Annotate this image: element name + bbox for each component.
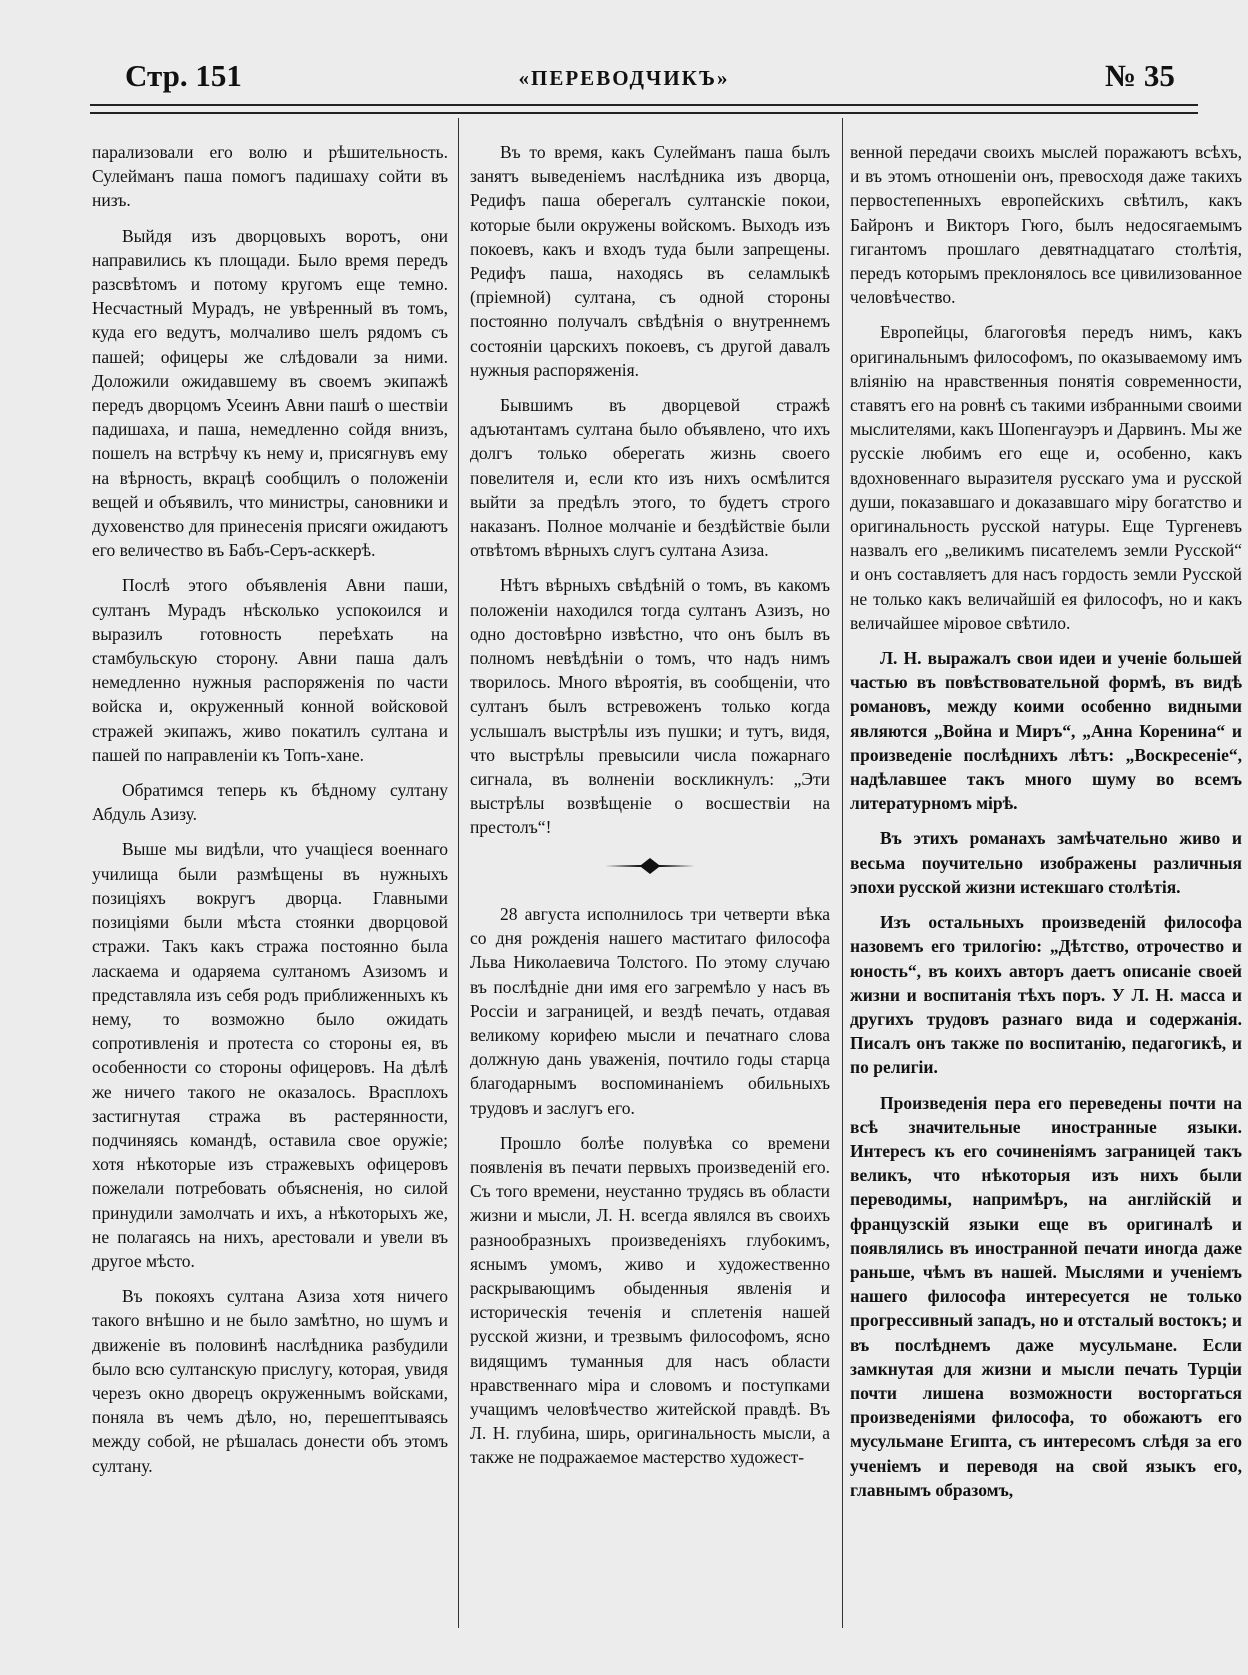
header-rule-top	[90, 104, 1198, 106]
newspaper-title: «ПЕРЕВОДЧИКЪ»	[518, 66, 730, 90]
paragraph: Въ этихъ романахъ замѣчательно живо и весьма поучительно изображены различныя эпохи русской жизни истекшаго столѣтія.	[850, 828, 1242, 897]
paragraph: Нѣтъ вѣрныхъ свѣдѣній о томъ, въ какомъ положеніи находился тогда султанъ Азизъ, но одно достовѣрно извѣстно, что онъ былъ въ полномъ невѣдѣніи о томъ, что надъ нимъ творилось. Много вѣроятія, въ сообщеніи, что султанъ былъ встревоженъ только когда услышалъ выстрѣлы изъ пушки; и тутъ, видя, что выстрѣлы превысили числа пожарнаго сигнала, въ волненіи воскликнулъ: „Эти выстрѣлы возвѣщеніе о восшествіи на престолъ“!	[470, 575, 830, 838]
paragraph: Произведенія пера его переведены почти на всѣ значительные иностранные языки. Интересъ къ его сочиненіямъ заграницей такъ великъ, что нѣкоторыя изъ нихъ были переводимы, напримѣръ, на англійскій и французскій языки еще въ оригиналѣ и появлялись въ иностранной печати иногда даже раньше, чѣмъ въ нашей. Мыслями и ученіемъ нашего философа интересуется не только прогрессивный западъ, но и отсталый востокъ; и въ послѣднемъ даже мусульмане. Если замкнутая для жизни и мысли печать Турціи почти лишена возможности восторгаться произведеніями философа, то обожаютъ его мусульмане Египта, съ интересомъ слѣдя за его ученіемъ и переводя на свой языкъ его, главнымъ образомъ,	[850, 1092, 1242, 1500]
column-2	[470, 140, 830, 1481]
section-ornament-icon	[470, 856, 830, 880]
column-divider	[458, 118, 459, 1628]
column-divider	[842, 118, 843, 1628]
header-rule-bottom	[90, 112, 1198, 114]
paragraph: Изъ остальныхъ произведеній философа назовемъ его трилогію: „Дѣтство, отрочество и юность“, въ коихъ авторъ даетъ описаніе своей жизни и воспитанія тѣхъ поръ. У Л. Н. масса и другихъ трудовъ разнаго вида и содержанія. Писалъ онъ также по воспитанію, педагогикѣ, и по религіи.	[850, 912, 1242, 1078]
paragraph: Л. Н. выражалъ свои идеи и ученіе большей частью въ повѣствовательной формѣ, въ видѣ романовъ, между коими особенно видными являются „Война и Миръ“, „Анна Коренина“ и произведеніе послѣднихъ лѣтъ: „Воскресеніе“, надѣлавшее такъ много шуму во всемъ литературномъ мірѣ.	[850, 648, 1242, 814]
issue-number: № 35	[1105, 58, 1175, 93]
paragraph: Обратимся теперь къ бѣдному султану Абдуль Азизу.	[92, 780, 448, 825]
paragraph: Европейцы, благоговѣя передъ нимъ, какъ оригинальнымъ философомъ, по оказываемому имъ вліянію на нравственныя понятія современности, ставятъ его на ровнѣ съ такими избранными своими мыслителями, какъ Шопенгауэръ и Дарвинъ. Мы же русскіе любимъ его еще и, особенно, какъ вдохновеннаго выразителя русскаго ума и русской души, показавшаго и доказавшаго міру богатство и оригинальность русской натуры. Еще Тургеневъ назвалъ его „великимъ писателемъ земли Русской“ и онъ составляетъ для насъ гордость земли Русской не только какъ величайшій ея философъ, но и какъ величайшее міровое свѣтило.	[850, 322, 1242, 633]
paragraph: Въ то время, какъ Сулейманъ паша былъ занятъ выведеніемъ наслѣдника изъ дворца, Редифъ паша оберегалъ султанскіе покои, которые были окружены войскомъ. Выходъ изъ покоевъ, какъ и входъ туда были запрещены. Редифъ паша, находясь въ селамлыкѣ (пріемной) султана, съ одной стороны постоянно получалъ свѣдѣнія о внутреннемъ состояніи царскихъ покоевъ, съ другой давалъ нужныя распоряженія.	[470, 142, 830, 380]
paragraph: Выше мы видѣли, что учащіеся военнаго училища были размѣщены въ нужныхъ позиціяхъ вокругъ дворца. Главными позиціями были мѣста стоянки дворцовой стражи. Такъ какъ стража постоянно была ласкаема и одаряема султаномъ Азизомъ и представляла изъ себя родъ приближенныхъ къ нему, то возможно было ожидать сопротивленія и протеста со стороны ея, въ особенности со стороны офицеровъ. На дѣлѣ же ничего такого не оказалось. Врасплохъ застигнутая стража въ растерянности, подчиняясь командѣ, оставила свое оружіе; хотя нѣкоторые изъ стражевыхъ офицеровъ пожелали потребовать объясненія, но силой принудили замолчать и ихъ, а нѣкоторыхъ же, не полагаясь на нихъ, арестовали и увели въ другое мѣсто.	[92, 839, 448, 1271]
paragraph: Прошло болѣе полувѣка со времени появленія въ печати первыхъ произведеній его. Съ того времени, неустанно трудясь въ области жизни и мысли, Л. Н. всегда являлся въ своихъ разнообразныхъ произведеніяхъ глубокимъ, яснымъ умомъ, живо и художественно раскрывающимъ обыденныя явленія и историческія теченія и сплетенія нашей русской жизни, и трезвымъ философомъ, ясно видящимъ туманныя для насъ области нравственнаго міра и словомъ и поступками учащимъ человѣчество житейской правдѣ. Въ Л. Н. глубина, ширь, оригинальность мысли, а также не подражаемое мастерство художест-	[470, 1132, 830, 1468]
paragraph: парализовали его волю и рѣшительность. Сулейманъ паша помогъ падишаху сойти въ низъ.	[92, 142, 448, 211]
page-number: Стр. 151	[125, 58, 242, 93]
column-1	[92, 140, 448, 1489]
paragraph: 28 августа исполнилось три четверти вѣка со дня рожденія нашего маститаго философа Льва Николаевича Толстого. По этому случаю въ послѣдніе дни имя его загремѣло у насъ въ Россіи и заграницей, и вездѣ печать, отдавая великому корифею мысли и печатнаго слова должную дань уваженія, почтило годы старца благодарнымъ воспоминаніемъ обильныхъ трудовъ и заслугъ его.	[470, 903, 830, 1118]
column-3	[850, 140, 1242, 1513]
paragraph: Выйдя изъ дворцовыхъ воротъ, они направились къ площади. Было время передъ разсвѣтомъ и потому кругомъ еще темно. Несчастный Мурадъ, не увѣренный въ томъ, куда его ведутъ, молчаливо шелъ рядомъ съ пашей; офицеры же слѣдовали за ними. Доложили ожидавшему въ своемъ экипажѣ передъ дворцомъ Усеинъ Авни пашѣ о шествіи падишаха, и паша, немедленно сойдя внизъ, пошелъ на встрѣчу къ нему и, присягнувъ ему на вѣрность, вкрацѣ сообщилъ о положеніи вещей и объявилъ, что министры, сановники и духовенство для принесенія присяги ожидаютъ его величество въ Бабъ-Серъ-асккерѣ.	[92, 225, 448, 561]
paragraph: венной передачи своихъ мыслей поражаютъ всѣхъ, и въ этомъ отношеніи онъ, превосходя даже такихъ первостепенныхъ европейскихъ свѣтилъ, какъ Байронъ и Викторъ Гюго, былъ недосягаемымъ гигантомъ прошлаго девятнадцатаго столѣтія, передъ которымъ преклонялось все цивилизованное человѣчество.	[850, 142, 1242, 308]
paragraph: Послѣ этого объявленія Авни паши, султанъ Мурадъ нѣсколько успокоился и выразилъ готовность переѣхать на стамбульскую сторону. Авни паша далъ немедленно нужныя распоряженія по части войска и, окруженный конной войсковой стражей экипажъ, живо покатилъ султана и пашей по направленіи къ Топъ-хане.	[92, 575, 448, 765]
paragraph: Бывшимъ въ дворцевой стражѣ адъютантамъ султана было объявлено, что ихъ долгъ только оберегать жизнь своего повелителя и, если кто изъ нихъ осмѣлится выйти за предѣлъ этого, то будетъ строго наказанъ. Полное молчаніе и бездѣйствіе были отвѣтомъ вѣрныхъ слугъ султана Азиза.	[470, 395, 830, 561]
paragraph: Въ покояхъ султана Азиза хотя ничего такого внѣшно и не было замѣтно, но шумъ и движеніе въ половинѣ наслѣдника разбудили было всю султанскую прислугу, которая, увидя черезъ окно дворецъ окруженнымъ войсками, поняла въ чемъ дѣло, но, перешептываясь между собой, не рѣшалась донести объ этомъ султану.	[92, 1286, 448, 1476]
